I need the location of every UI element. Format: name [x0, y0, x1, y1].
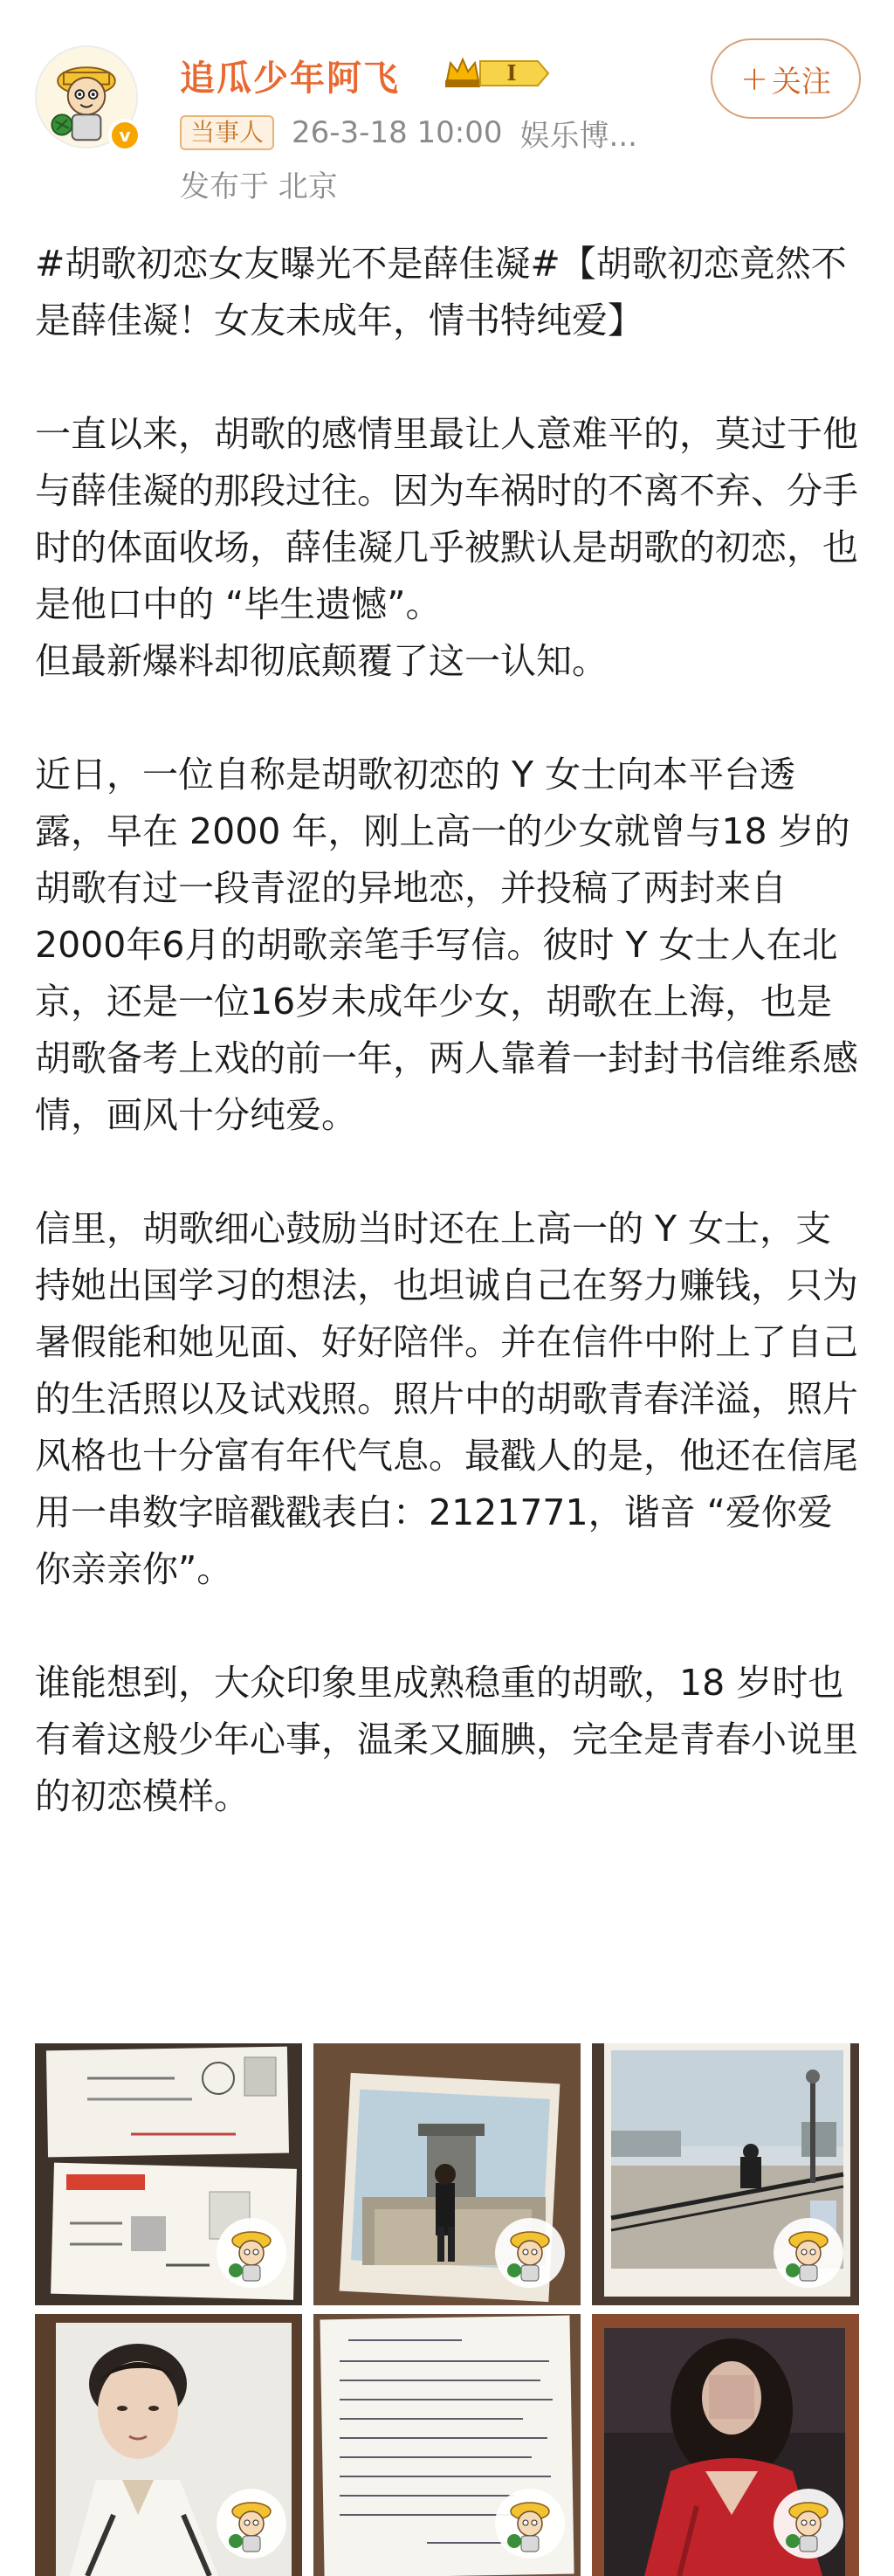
post-paragraph: 谁能想到，大众印象里成熟稳重的胡歌，18 岁时也有着这般少年心事，温柔又腼腆，完全是青春小说里的初恋模样。 [35, 1662, 858, 1817]
red-coat-photo[interactable] [592, 2314, 859, 2576]
portrait-photo[interactable] [35, 2314, 302, 2576]
image-grid [35, 2043, 859, 2576]
vip-level-label: I [506, 60, 517, 86]
envelopes-photo[interactable] [35, 2043, 302, 2305]
username[interactable]: 追瓜少年阿飞 [180, 59, 400, 99]
watermark-avatar-icon [772, 2216, 845, 2290]
plus-icon: + [740, 59, 768, 98]
watermark-avatar-icon [215, 2216, 288, 2290]
post-header [0, 0, 894, 218]
post-location: 发布于 北京 [180, 169, 338, 204]
monument-photo[interactable] [313, 2043, 581, 2305]
post-paragraph: 一直以来，胡歌的感情里最让人意难平的，莫过于他与薛佳凝的那段过往。因为车祸时的不离不弃、分手时的体面收场，薛佳凝几乎被默认是胡歌的初恋，也是他口中的 “毕生遗憾”。 [35, 413, 858, 625]
post-paragraph: 但最新爆料却彻底颠覆了这一认知。 [35, 640, 608, 682]
post-paragraph: 近日，一位自称是胡歌初恋的 Y 女士向本平台透露，早在 2000 年，刚上高一的少女就曾与18 岁的胡歌有过一段青涩的异地恋，并投稿了两封来自2000年6月的胡歌亲笔手写信。彼时 Y 女士人在北京，还是一位16岁未成年少女，胡歌在上海，也是胡歌备考上戏的前一年，两人靠着一封封书信维系感情，画风十分纯爱。 [35, 754, 858, 1136]
post-body [35, 236, 864, 1825]
watermark-avatar-icon [772, 2487, 845, 2560]
follow-button[interactable] [711, 38, 861, 119]
verified-badge-icon: v [108, 119, 141, 152]
post-source[interactable]: 娱乐博... [519, 118, 637, 154]
vip-crown-badge-icon [442, 54, 552, 93]
handwritten-letter-photo[interactable] [313, 2314, 581, 2576]
watermark-avatar-icon [493, 2487, 567, 2560]
waterfront-photo[interactable] [592, 2043, 859, 2305]
post-paragraph: 信里，胡歌细心鼓励当时还在上高一的 Y 女士，支持她出国学习的想法，也坦诚自己在努力赚钱，只为暑假能和她见面、好好陪伴。并在信件中附上了自己的生活照以及试戏照。照片中的胡歌青春洋溢，照片风格也十分富有年代气息。最戳人的是，他还在信尾用一串数字暗戳戳表白：2121771，谐音 “爱你爱你亲亲你”。 [35, 1208, 858, 1590]
role-tag: 当事人 [180, 115, 274, 150]
post-paragraph-title: #胡歌初恋女友曝光不是薛佳凝#【胡歌初恋竟然不是薛佳凝！女友未成年，情书特纯爱】 [35, 243, 847, 341]
post-meta-row [180, 114, 637, 152]
watermark-avatar-icon [215, 2487, 288, 2560]
watermark-avatar-icon [493, 2216, 567, 2290]
post-time: 26-3-18 10:00 [292, 115, 503, 150]
follow-label: 关注 [771, 64, 831, 100]
